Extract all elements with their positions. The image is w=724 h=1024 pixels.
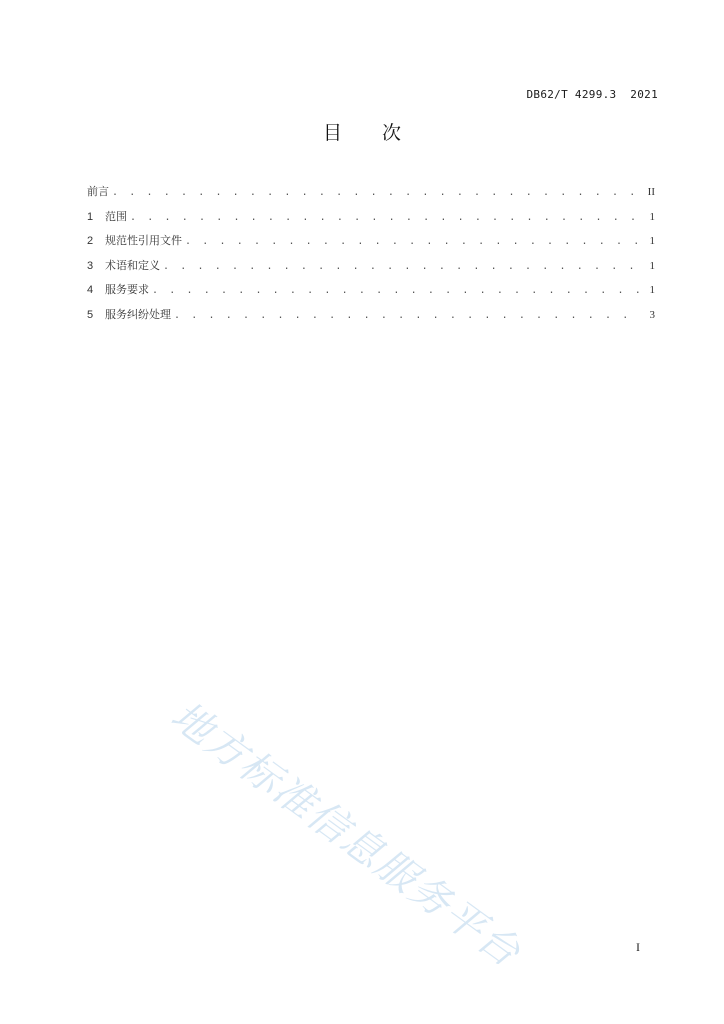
page-number: I xyxy=(636,940,640,954)
toc-entry-label: 术语和定义 xyxy=(105,258,160,272)
toc-entry-service-requirements[interactable] xyxy=(87,281,655,306)
toc-entry-label: 范围 xyxy=(105,209,127,223)
toc-entry-page: 1 xyxy=(649,259,655,272)
toc-entry-label: 服务纠纷处理 xyxy=(105,307,171,321)
document-code: DB62/T 4299.3 2021 xyxy=(526,88,658,101)
toc-leader-dots xyxy=(163,261,641,272)
toc-leader-dots xyxy=(174,310,641,321)
toc-entry-label: 规范性引用文件 xyxy=(105,234,182,247)
watermark: 地方标准信息服务平台 xyxy=(162,692,530,977)
toc-entry-scope[interactable] xyxy=(87,208,655,233)
toc-title-char-1: 目 xyxy=(322,122,342,144)
toc-title-char-2: 次 xyxy=(382,122,402,144)
toc-entry-number: 5 xyxy=(87,308,94,321)
toc-leader-dots xyxy=(112,187,641,198)
toc-entry-number: 1 xyxy=(87,210,94,223)
toc-entry-page: 1 xyxy=(649,210,655,223)
toc-title xyxy=(0,118,724,145)
table-of-contents xyxy=(87,183,655,330)
toc-entry-dispute-handling[interactable] xyxy=(87,306,655,331)
toc-entry-foreword[interactable] xyxy=(87,183,655,208)
toc-leader-dots xyxy=(130,212,641,223)
toc-entry-label: 服务要求 xyxy=(105,283,149,296)
toc-entry-page: 1 xyxy=(649,235,655,247)
toc-entry-normative-references[interactable] xyxy=(87,232,655,257)
toc-entry-page: II xyxy=(647,186,655,198)
toc-entry-number: 3 xyxy=(87,259,94,272)
toc-leader-dots xyxy=(185,236,641,247)
toc-entry-number: 2 xyxy=(87,235,94,247)
toc-entry-page: 1 xyxy=(649,284,655,296)
toc-entry-label: 前言 xyxy=(87,185,109,198)
toc-entry-terms-definitions[interactable] xyxy=(87,257,655,282)
toc-entry-number: 4 xyxy=(87,284,94,296)
toc-leader-dots xyxy=(152,285,641,296)
toc-entry-page: 3 xyxy=(649,308,655,321)
